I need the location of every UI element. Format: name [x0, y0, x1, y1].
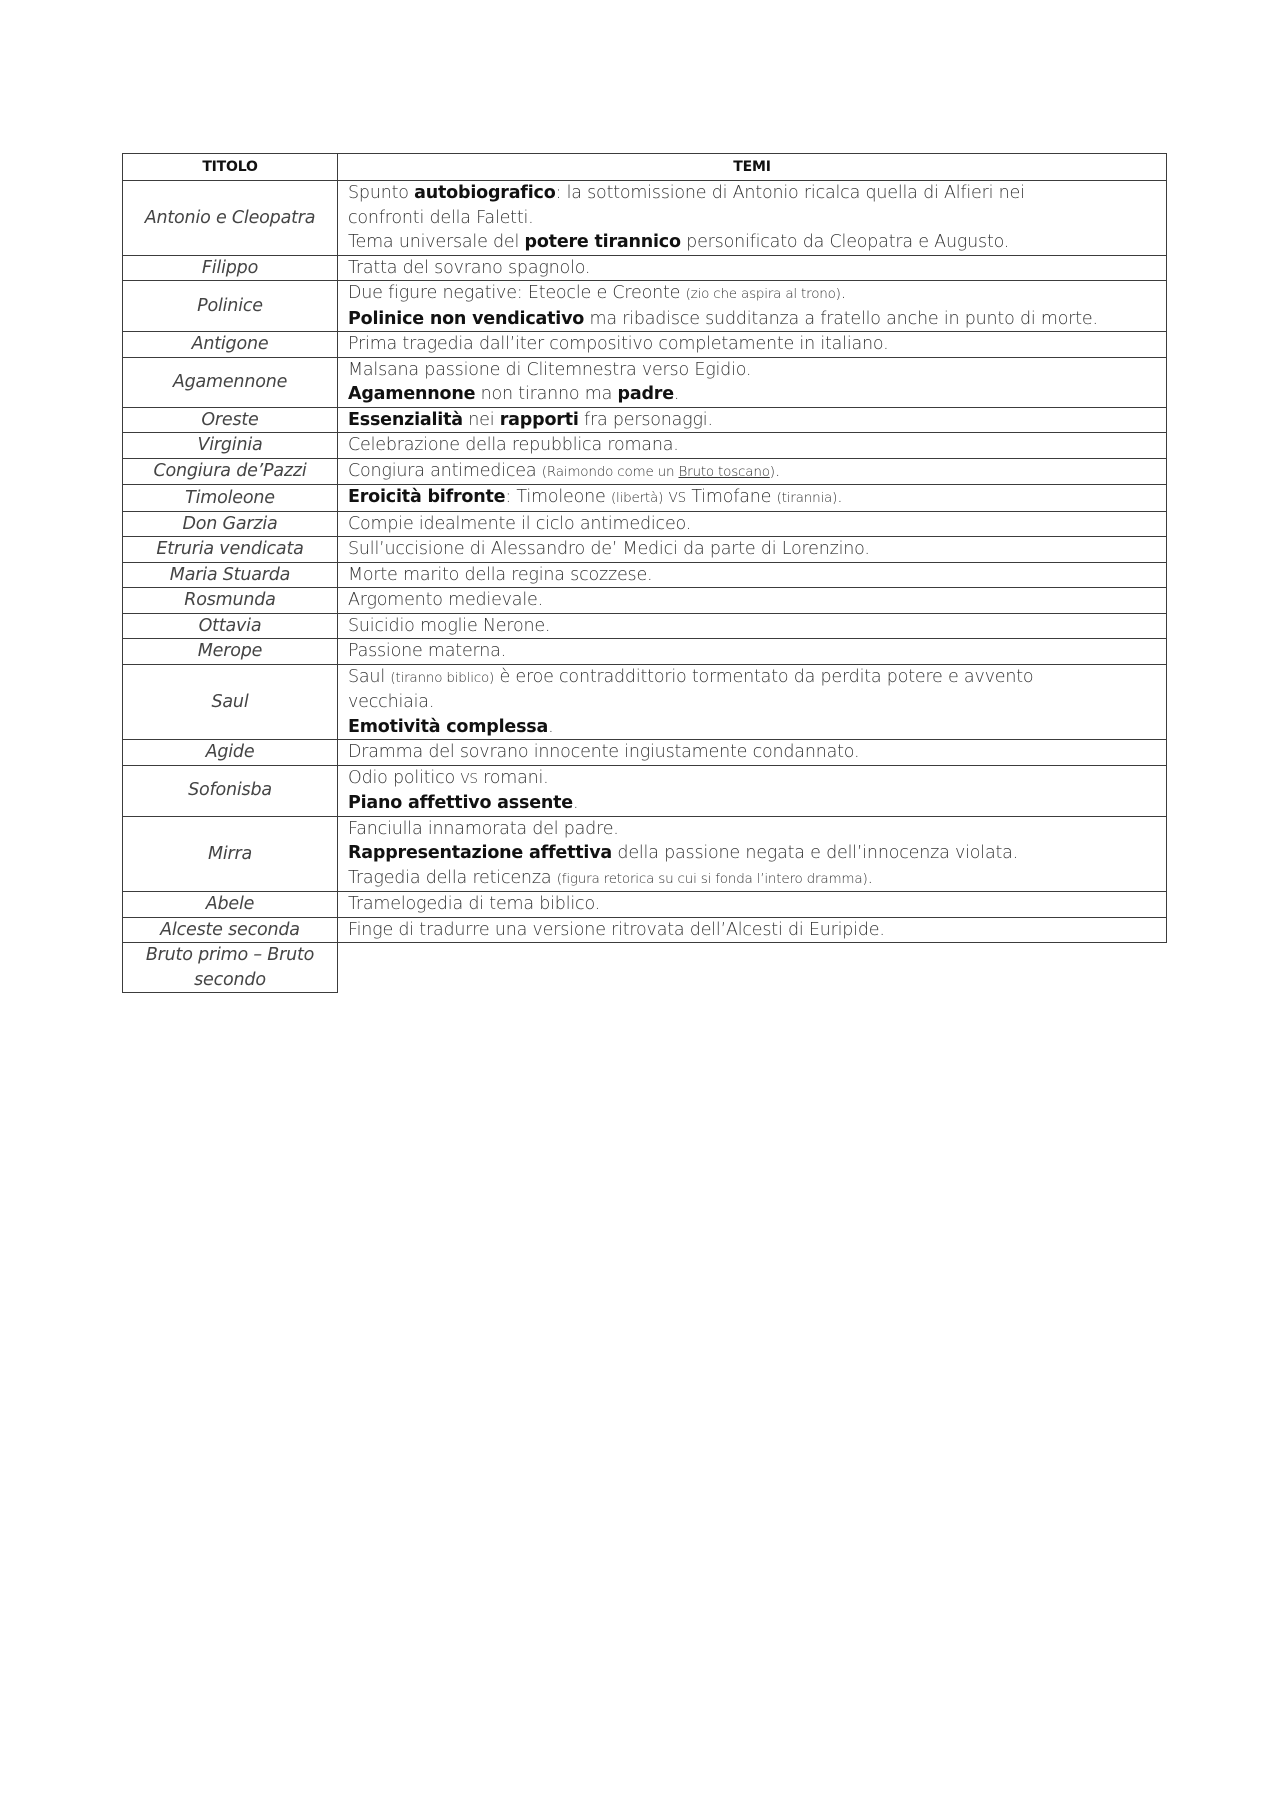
theme-text: personificato da Cleopatra e Augusto.: [680, 232, 1010, 252]
row-title: Virginia: [123, 433, 338, 459]
theme-text: : la sottomissione di Antonio ricalca quella di Alfieri nei: [555, 183, 1025, 203]
theme-line: [348, 892, 1156, 917]
table-row: [123, 892, 1167, 918]
theme-line: [348, 740, 1156, 765]
theme-line: [348, 817, 1156, 842]
row-title: Sofonisba: [123, 765, 338, 816]
theme-text: Tratta del sovrano spagnolo.: [348, 257, 591, 278]
theme-text: .: [774, 460, 781, 481]
table-row: [123, 281, 1167, 332]
header-row: [123, 154, 1167, 181]
theme-text: Prima tragedia dall’iter compositivo completamente in italiano.: [348, 334, 889, 354]
theme-text: Saul: [348, 666, 391, 687]
theme-line: [348, 841, 1156, 866]
table-body: [123, 181, 1167, 993]
row-theme: [338, 407, 1167, 433]
theme-line: [348, 485, 1156, 511]
theme-bold-text: Essenzialità: [348, 409, 463, 430]
row-title: Mirra: [123, 816, 338, 892]
theme-text: .: [867, 867, 873, 888]
theme-line: [348, 918, 1156, 943]
theme-small-note: Bruto toscano: [678, 463, 770, 480]
theme-text: Congiura antimedicea: [348, 460, 542, 481]
table-row: [123, 639, 1167, 665]
theme-small-note: (libertà): [610, 490, 664, 506]
theme-text: ma ribadisce sudditanza a fratello anche in punto di morte.: [584, 308, 1098, 329]
row-title: Bruto primo – Bruto secondo: [123, 943, 338, 993]
theme-text: della passione negata e dell’innocenza violata.: [612, 843, 1019, 863]
theme-line: [348, 512, 1156, 537]
theme-text: Passione materna.: [348, 641, 506, 661]
theme-line: [348, 665, 1156, 691]
theme-bold-text: Agamennone: [348, 384, 476, 404]
theme-bold-text: Eroicità bifronte: [348, 487, 506, 507]
theme-line: [348, 639, 1156, 664]
theme-text: .: [837, 487, 843, 507]
theme-line: [348, 766, 1156, 792]
row-title: Antigone: [123, 332, 338, 358]
theme-line: [348, 537, 1156, 562]
row-title: Saul: [123, 664, 338, 740]
theme-line: [348, 181, 1156, 206]
table-row: [123, 765, 1167, 816]
table-row: [123, 537, 1167, 563]
table-row: [123, 407, 1167, 433]
theme-text: fra personaggi.: [578, 409, 713, 430]
theme-line: [348, 791, 1156, 816]
row-title: Ottavia: [123, 613, 338, 639]
theme-line: [348, 459, 1156, 485]
theme-line: [348, 690, 1156, 715]
row-title: Polinice: [123, 281, 338, 332]
theme-text: Morte marito della regina scozzese.: [348, 564, 653, 585]
theme-small-note: (tiranno biblico): [390, 669, 495, 686]
theme-text: vecchiaia.: [348, 692, 435, 712]
row-theme: [338, 765, 1167, 816]
themes-table: [122, 153, 1167, 993]
row-theme: [338, 537, 1167, 563]
theme-text: Fanciulla innamorata del padre.: [348, 818, 619, 839]
row-title: Antonio e Cleopatra: [123, 181, 338, 256]
row-title: Don Garzia: [123, 511, 338, 537]
theme-line: [348, 307, 1156, 332]
theme-text: .: [840, 283, 847, 303]
row-theme: [338, 588, 1167, 614]
row-theme: [338, 639, 1167, 665]
table-row: [123, 943, 1167, 993]
theme-bold-text: Rappresentazione affettiva: [348, 843, 613, 863]
table-row: [123, 613, 1167, 639]
row-theme: [338, 458, 1167, 485]
row-title: Agamennone: [123, 357, 338, 407]
row-theme: [338, 613, 1167, 639]
table-row: [123, 816, 1167, 892]
theme-bold-text: padre: [617, 384, 674, 404]
theme-text: Tema universale del: [348, 232, 525, 252]
row-theme: [338, 511, 1167, 537]
row-theme: [338, 485, 1167, 512]
table-row: [123, 485, 1167, 512]
table-row: [123, 433, 1167, 459]
theme-line: [348, 332, 1156, 357]
theme-line: [348, 614, 1156, 639]
theme-text: Odio politico: [348, 767, 461, 788]
theme-small-note: (tirannia): [776, 490, 838, 506]
theme-text: Spunto: [348, 183, 415, 203]
theme-text: è eroe contraddittorio tormentato da perdita potere e avvento: [494, 666, 1034, 687]
theme-line: [348, 563, 1156, 588]
theme-text: confronti della Faletti.: [348, 207, 534, 228]
row-title: Maria Stuarda: [123, 562, 338, 588]
table-row: [123, 740, 1167, 766]
table-row: [123, 255, 1167, 281]
theme-text: Dramma del sovrano innocente ingiustamente condannato.: [348, 742, 860, 762]
theme-text: Compie idealmente il ciclo antimediceo.: [348, 513, 692, 534]
theme-text: .: [548, 716, 554, 737]
theme-text: Tragedia della reticenza: [348, 867, 557, 888]
table-row: [123, 562, 1167, 588]
theme-line: [348, 588, 1156, 613]
table-row: [123, 588, 1167, 614]
theme-text: Sull’uccisione di Alessandro de’ Medici da parte di Lorenzino.: [348, 539, 870, 559]
row-theme: [338, 917, 1167, 943]
theme-bold-text: Polinice non vendicativo: [348, 308, 585, 329]
theme-text: Celebrazione della repubblica romana.: [348, 435, 679, 455]
row-theme: [338, 255, 1167, 281]
theme-text: Malsana passione di Clitemnestra verso Egidio.: [348, 359, 752, 380]
theme-line: [348, 433, 1156, 458]
row-title: Alceste seconda: [123, 917, 338, 943]
row-title: Oreste: [123, 407, 338, 433]
theme-text: romani.: [477, 767, 549, 788]
theme-text: : Timoleone: [505, 487, 611, 507]
header-titolo: TITOLO: [123, 154, 338, 181]
theme-bold-text: rapporti: [499, 409, 579, 430]
row-theme: [338, 433, 1167, 459]
theme-text: nei: [462, 409, 500, 430]
row-theme: [338, 740, 1167, 766]
theme-line: [348, 866, 1156, 892]
theme-text: non tiranno ma: [475, 384, 618, 404]
theme-text: Suicidio moglie Nerone.: [348, 615, 551, 636]
table-row: [123, 181, 1167, 256]
row-theme: [338, 562, 1167, 588]
theme-text: .: [572, 793, 579, 813]
theme-line: [348, 408, 1156, 433]
theme-line: [348, 230, 1156, 255]
theme-bold-text: potere tirannico: [524, 232, 681, 252]
row-title: Timoleone: [123, 485, 338, 512]
row-title: Filippo: [123, 255, 338, 281]
theme-line: [348, 256, 1156, 281]
theme-bold-text: autobiografico: [414, 183, 556, 203]
theme-bold-text: Piano affettivo assente: [348, 793, 573, 813]
theme-text: Argomento medievale.: [348, 590, 543, 610]
theme-line: [348, 382, 1156, 407]
theme-bold-text: Emotività complessa: [348, 716, 549, 737]
theme-line: [348, 715, 1156, 740]
theme-line: [348, 281, 1156, 307]
row-title: Rosmunda: [123, 588, 338, 614]
table-row: [123, 917, 1167, 943]
theme-small-note: (zio che aspira al trono): [685, 286, 841, 302]
theme-small-note: (Raimondo come un: [541, 463, 679, 480]
theme-text: Tramelogedia di tema biblico.: [348, 894, 601, 914]
theme-text: Finge di tradurre una versione ritrovata dell’Alcesti di Euripide.: [348, 919, 885, 940]
table-row: [123, 357, 1167, 407]
theme-text: Timofane: [685, 487, 777, 507]
row-theme: [338, 357, 1167, 407]
row-theme-empty: [338, 943, 1167, 993]
row-theme: [338, 664, 1167, 740]
theme-small-note: (figura retorica su cui si fonda l’intero dramma): [556, 870, 868, 887]
row-theme: [338, 332, 1167, 358]
table-row: [123, 458, 1167, 485]
theme-line: [348, 206, 1156, 231]
row-title: Merope: [123, 639, 338, 665]
row-title: Congiura de’Pazzi: [123, 458, 338, 485]
row-theme: [338, 816, 1167, 892]
table-row: [123, 664, 1167, 740]
row-theme: [338, 181, 1167, 256]
theme-small-note: VS: [460, 770, 478, 787]
header-temi: TEMI: [338, 154, 1167, 181]
theme-text: Due figure negative: Eteocle e Creonte: [348, 283, 686, 303]
row-theme: [338, 892, 1167, 918]
table-row: [123, 332, 1167, 358]
row-theme: [338, 281, 1167, 332]
theme-line: [348, 358, 1156, 383]
row-title: Etruria vendicata: [123, 537, 338, 563]
theme-small-note: ): [769, 463, 775, 480]
row-title: Agide: [123, 740, 338, 766]
theme-small-note: VS: [668, 490, 686, 506]
theme-text: .: [673, 384, 680, 404]
table-row: [123, 511, 1167, 537]
row-title: Abele: [123, 892, 338, 918]
